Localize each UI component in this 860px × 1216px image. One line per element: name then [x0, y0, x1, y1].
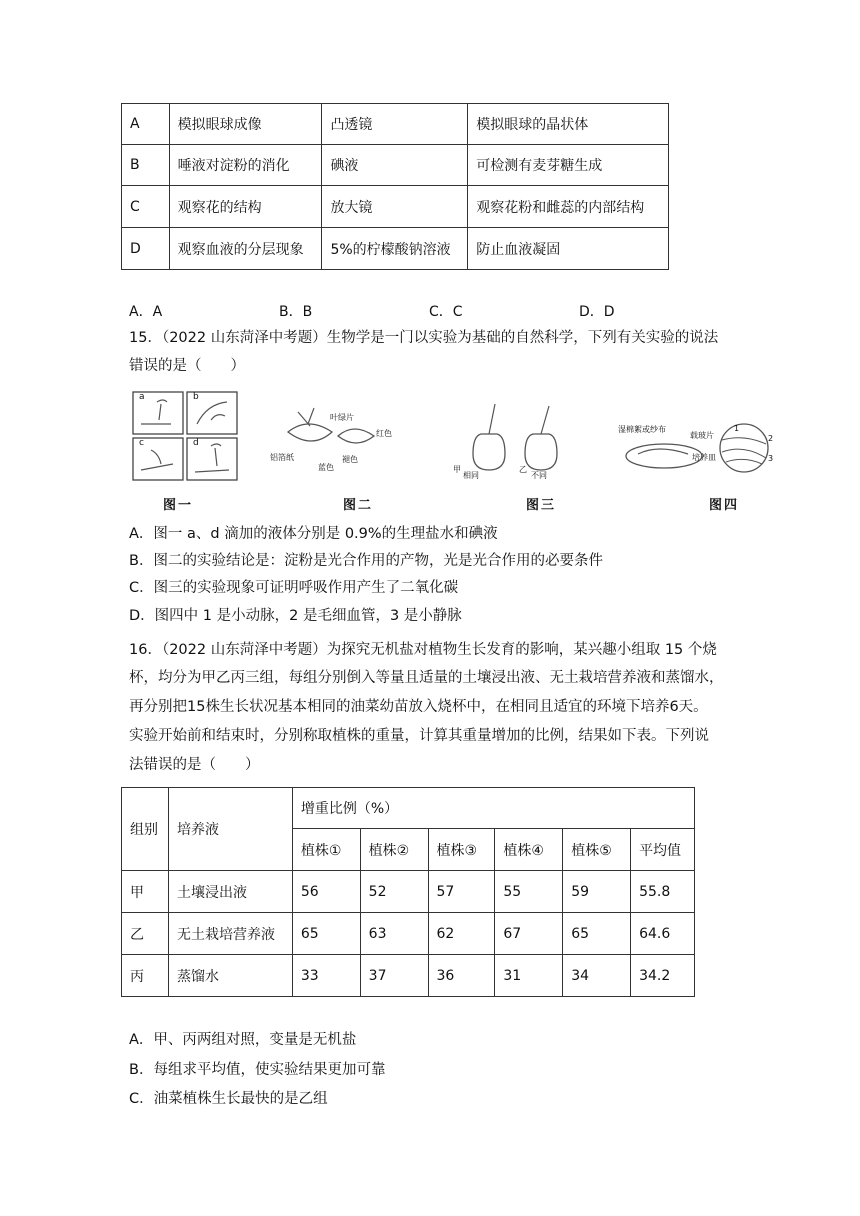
table-cell: B: [122, 145, 170, 186]
results-table: [121, 787, 695, 997]
header-average: 平均值: [631, 829, 695, 871]
header-group: 组别: [122, 788, 169, 871]
table-cell: 37: [360, 955, 428, 997]
fig4-label-cotton: 湿棉絮或纱布: [618, 425, 666, 434]
q16-stem-line-3: 再分别把15株生长状况基本相同的油菜幼苗放入烧杯中，在相同且适宜的环境下培养6天。: [129, 699, 708, 715]
table-cell: 31: [495, 955, 563, 997]
table-cell: 无土栽培营养液: [168, 913, 292, 955]
figure-2-caption: 图二: [343, 498, 374, 513]
table-cell: 56: [292, 871, 360, 913]
table-row: [122, 955, 695, 997]
table-row: [122, 186, 669, 228]
table-cell: 放大镜: [322, 186, 468, 228]
table-cell: 丙: [122, 955, 169, 997]
table-cell: 65: [292, 913, 360, 955]
table-cell: 可检测有麦芽糖生成: [468, 145, 669, 186]
table-cell: 5%的柠檬酸钠溶液: [322, 228, 468, 270]
table-cell: 67: [495, 913, 563, 955]
q16-option-c[interactable]: C．油菜植株生长最快的是乙组: [129, 1091, 328, 1107]
table-row: [122, 145, 669, 186]
figure-4-caption: 图四: [709, 498, 740, 513]
table-cell: 蒸馏水: [168, 955, 292, 997]
fig2-label-leaf: 叶绿片: [330, 413, 354, 422]
fig4-label-2: 2: [768, 434, 774, 443]
header-plant-5: 植株⑤: [563, 829, 631, 871]
table-cell: 观察血液的分层现象: [169, 228, 322, 270]
q16-option-a[interactable]: A．甲、丙两组对照，变量是无机盐: [129, 1032, 357, 1048]
figure-1-caption: 图一: [163, 498, 194, 513]
table-cell: 63: [360, 913, 428, 955]
q15-stem-line-1: 15．（2022 山东菏泽中考题）生物学是一门以实验为基础的自然科学，下列有关实验的说法: [129, 330, 719, 346]
fig2-label-foil: 铝箔纸: [270, 453, 294, 462]
table-cell: 模拟眼球的晶状体: [468, 104, 669, 145]
table-cell: 59: [563, 871, 631, 913]
header-plant-1: 植株①: [292, 829, 360, 871]
figure-1: [131, 390, 241, 482]
table-cell: 65: [563, 913, 631, 955]
table-cell: A: [122, 104, 170, 145]
fig1-label-d: d: [193, 438, 199, 448]
options-table: [121, 103, 669, 270]
table-cell: 观察花粉和雌蕊的内部结构: [468, 186, 669, 228]
table-cell: 62: [428, 913, 495, 955]
table-cell: 64.6: [631, 913, 695, 955]
q15-stem-line-2: 错误的是（ ）: [129, 358, 245, 374]
figure-3-caption: 图三: [526, 498, 557, 513]
option-b[interactable]: B．B: [279, 304, 313, 320]
table-cell: D: [122, 228, 170, 270]
table-row: [122, 228, 669, 270]
fig4-label-3: 3: [768, 454, 774, 463]
q16-stem-line-4: 实验开始前和结束时，分别称取植株的重量，计算其重量增加的比例，结果如下表。下列说: [129, 728, 709, 744]
table-cell: 33: [292, 955, 360, 997]
fig3-label-same: 相同: [463, 471, 479, 480]
table-cell: 碘液: [322, 145, 468, 186]
table-header-row: [122, 788, 695, 829]
option-c[interactable]: C．C: [429, 304, 463, 320]
table-cell: 乙: [122, 913, 169, 955]
table-cell: C: [122, 186, 170, 228]
fig3-label-jia: 甲: [453, 465, 461, 474]
table-cell: 34: [563, 955, 631, 997]
fig2-label-fade: 褪色: [342, 455, 358, 464]
figure-2: [268, 402, 398, 472]
fig1-label-a: a: [139, 392, 145, 402]
fig1-label-c: c: [139, 438, 144, 448]
q16-stem-line-2: 杯，均分为甲乙丙三组，每组分别倒入等量且适量的土壤浸出液、无土栽培营养液和蒸馏水，: [129, 670, 724, 686]
header-plant-2: 植株②: [360, 829, 428, 871]
fig1-label-b: b: [193, 392, 199, 402]
option-d[interactable]: D．D: [579, 304, 615, 320]
fig4-label-1: 1: [734, 424, 740, 433]
q15-option-b[interactable]: B．图二的实验结论是：淀粉是光合作用的产物，光是光合作用的必要条件: [129, 553, 603, 569]
q16-option-b[interactable]: B．每组求平均值，使实验结果更加可靠: [129, 1062, 386, 1078]
table-cell: 甲: [122, 871, 169, 913]
table-cell: 防止血液凝固: [468, 228, 669, 270]
table-cell: 34.2: [631, 955, 695, 997]
header-ratio: 增重比例（%）: [292, 788, 694, 829]
table-cell: 57: [428, 871, 495, 913]
table-row: [122, 104, 669, 145]
table-cell: 36: [428, 955, 495, 997]
q15-option-c[interactable]: C．图三的实验现象可证明呼吸作用产生了二氧化碳: [129, 580, 459, 596]
fig2-label-red: 红色: [376, 429, 392, 438]
fig2-label-blue: 蓝色: [318, 463, 334, 472]
table-row: [122, 871, 695, 913]
figure-3: [453, 398, 583, 480]
table-row: [122, 913, 695, 955]
fig4-label-dish: 培养皿: [692, 453, 716, 462]
table-cell: 凸透镜: [322, 104, 468, 145]
header-plant-4: 植株④: [495, 829, 563, 871]
fig4-label-slide: 载玻片: [690, 431, 714, 440]
fig3-label-yi: 乙: [519, 465, 527, 474]
table-cell: 模拟眼球成像: [169, 104, 322, 145]
q16-stem-line-5: 法错误的是（ ）: [129, 757, 260, 773]
table-cell: 55.8: [631, 871, 695, 913]
q15-option-d[interactable]: D．图四中 1 是小动脉，2 是毛细血管，3 是小静脉: [129, 608, 462, 624]
q15-option-a[interactable]: A．图一 a、d 滴加的液体分别是 0.9%的生理盐水和碘液: [129, 526, 498, 542]
header-solution: 培养液: [168, 788, 292, 871]
table-cell: 观察花的结构: [169, 186, 322, 228]
figure-4: [614, 404, 774, 484]
header-plant-3: 植株③: [428, 829, 495, 871]
table-cell: 55: [495, 871, 563, 913]
table-cell: 52: [360, 871, 428, 913]
table-cell: 土壤浸出液: [168, 871, 292, 913]
q16-stem-line-1: 16．（2022 山东菏泽中考题）为探究无机盐对植物生长发育的影响，某兴趣小组取 15 个烧: [129, 642, 717, 658]
option-a[interactable]: A．A: [129, 304, 163, 320]
fig3-label-diff: 不同: [531, 471, 547, 480]
table-cell: 唾液对淀粉的消化: [169, 145, 322, 186]
